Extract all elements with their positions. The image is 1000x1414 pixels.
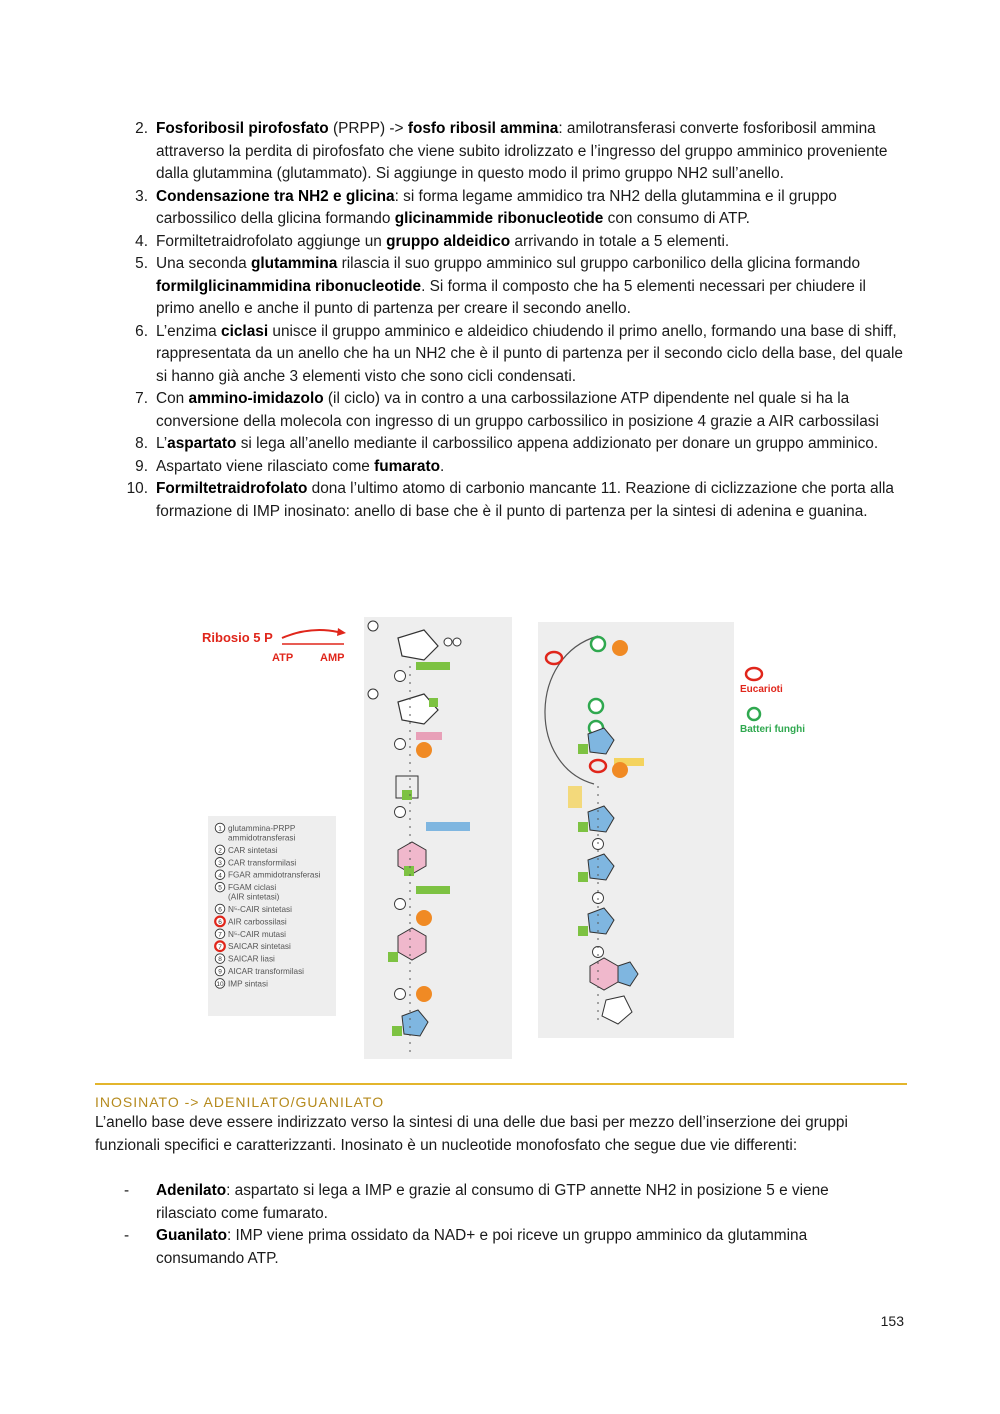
step-text: Aspartato viene rilasciato come	[156, 457, 375, 475]
step-item	[118, 388, 908, 433]
enzyme-step-number: 9	[218, 968, 222, 976]
pathway-step-marker	[395, 671, 406, 682]
enzyme-step-number: 10	[216, 981, 224, 988]
path-item	[118, 1225, 878, 1270]
step-key-term: fosfo ribosil ammina	[407, 120, 559, 137]
step-text: L’	[156, 435, 168, 452]
enzyme-name: N⁵-CAIR mutasi	[228, 929, 286, 939]
nucleotide-paths-list	[118, 1180, 878, 1270]
step-number: 3 .	[118, 186, 148, 209]
enzyme-legend-item	[215, 979, 268, 989]
atp-badge-1	[416, 742, 432, 758]
step-number: 5 .	[118, 253, 148, 276]
bacteria-legend-marker	[748, 708, 760, 720]
step-text: Formiltetraidrofolato aggiunge un	[156, 232, 387, 250]
path-term: Adenilato	[156, 1182, 227, 1199]
step-key-term: gruppo aldeidico	[386, 232, 511, 250]
step-number: 6 .	[118, 321, 148, 344]
step-number: 7 .	[118, 388, 148, 411]
step-text: si lega all’anello mediante il carbossilico appena addizionato per donare un gruppo amminico.	[236, 435, 879, 452]
step-text: (il ciclo) va in contro a una carbossilazione ATP dipendente nel quale si ha la conversione della molecola con ingresso di un gruppo carbossilico in posizione 4 grazie a AIR carbossilasi	[156, 390, 879, 430]
step-text: : si forma legame ammidico tra NH2 della glutammina e il gruppo carbossilico della glicina formando	[156, 187, 837, 227]
step-key-term: ciclasi	[221, 322, 269, 340]
enzyme-name: FGAM ciclasi	[228, 883, 277, 893]
enzyme-name: SAICAR liasi	[228, 954, 275, 964]
step-key-term: fumarato	[374, 457, 440, 475]
section-heading: INOSINATO -> ADENILATO/GUANILATO	[95, 1094, 385, 1110]
bacteria-legend-label: Batteri funghi	[740, 724, 805, 735]
enzyme-step-number: 5	[218, 884, 222, 892]
path-description: : IMP viene prima ossidato da NAD+ e poi riceve un gruppo amminico da glutammina consumando ATP.	[156, 1227, 808, 1267]
amp-label: AMP	[320, 652, 345, 664]
step-item	[118, 231, 908, 254]
eukaryotes-legend-label: Eucarioti	[740, 684, 783, 695]
pathway-step-marker	[395, 989, 406, 1000]
enzyme-legend-item	[215, 870, 320, 880]
step-item	[118, 478, 908, 523]
step-item	[118, 456, 908, 479]
step-text: rilascia il suo gruppo amminico sul gruppo carbonilico della glicina formando	[337, 255, 861, 272]
enzyme-name: CAR transformilasi	[228, 858, 297, 868]
bacteria-step-6	[591, 637, 605, 651]
formyl-thf-badge	[426, 822, 470, 831]
path-term: Guanilato	[156, 1227, 227, 1244]
pathway-step-marker	[395, 899, 406, 910]
step-text: con consumo di ATP.	[603, 210, 750, 227]
enzyme-step-number: 6	[218, 919, 222, 926]
enzyme-step-number: 7	[218, 931, 222, 939]
step-number: 8 .	[118, 433, 148, 456]
step-key-term: ammino-imidazolo	[188, 390, 324, 407]
intro-paragraph: L’anello base deve essere indirizzato verso la sintesi di una delle due basi per mezzo dell’inserzione dei gruppi funzionali specifici e caratterizzanti. Inosinato è un nucleotide monofosfato che segue due vie differenti:	[95, 1114, 848, 1154]
enzyme-step-number: 4	[218, 872, 222, 880]
step-text: : amilotransferasi converte fosforibosil ammina attraverso la perdita di pirofosfato che viene subito idrolizzato e l’ingresso del gruppo amminico proveniente dalla glutammina (glutammato). Si aggiunge in questo modo il primo gruppo NH2 sull’anello.	[156, 120, 888, 182]
enzyme-step-number: 8	[218, 956, 222, 964]
enzyme-legend-item	[215, 823, 296, 842]
purine-synthesis-figure	[198, 616, 818, 1062]
ribose-arrow	[282, 630, 338, 638]
ribose-arrowhead	[337, 628, 346, 636]
step-key-term: Condensazione tra NH2 e glicina	[156, 187, 395, 205]
enzyme-name: (AIR sintetasi)	[228, 892, 280, 902]
page-number: 153	[880, 1313, 904, 1329]
step-text: dona l’ultimo atomo di carbonio mancante 11. Reazione di ciclizzazione che porta alla formazione di IMP inosinato: anello di base che è il punto di partenza per la sintesi di adenina e guanina.	[156, 480, 894, 520]
step-item	[118, 433, 908, 456]
enzyme-name: glutammina-PRPP	[228, 824, 296, 833]
pathway-step-marker	[395, 739, 406, 750]
step-number: 4 .	[118, 231, 148, 254]
bullet-dash: -	[124, 1227, 130, 1244]
step-item	[118, 186, 908, 231]
step-key-term: Fosforibosil pirofosfato	[156, 120, 329, 137]
atp-badge-2	[416, 910, 432, 926]
pathway-step-marker	[395, 807, 406, 818]
enzyme-step-number: 2	[218, 847, 222, 855]
bullet-dash: -	[124, 1182, 130, 1199]
pathway-panel-left	[364, 617, 512, 1059]
step-key-term: formilglicinammidina ribonucleotide	[156, 277, 422, 295]
atp-label: ATP	[272, 652, 294, 664]
step-text: unisce il gruppo amminico e aldeidico chiudendo il primo anello, formando una base di shiff, rappresentata da un anello che ha un NH2 che è il punto di partenza per il secondo ciclo della base, del quale si hanno già anche 3 elementi visto che sono cicli condensati.	[156, 322, 903, 385]
step-number: 9 .	[118, 456, 148, 479]
atp-badge-3	[416, 986, 432, 1002]
path-item	[118, 1180, 878, 1225]
atp-badge-r2	[612, 762, 628, 778]
enzyme-step-number: 1	[218, 825, 222, 833]
enzyme-step-number: 3	[218, 859, 222, 867]
step-number: 2 .	[118, 118, 148, 141]
enzyme-step-number: 6	[218, 906, 222, 914]
enzyme-name: SAICAR sintetasi	[228, 942, 291, 952]
step-text: arrivando in totale a 5 elementi.	[510, 232, 730, 250]
enzyme-name: FGAR ammidotransferasi	[228, 870, 321, 880]
enzyme-name: N⁵-CAIR sintetasi	[228, 905, 292, 914]
ribose-label: Ribosio 5 P	[202, 630, 273, 645]
enzyme-legend-item	[215, 858, 296, 868]
step-number: 10 .	[118, 478, 148, 501]
step-item	[118, 321, 908, 389]
glycine-badge	[416, 732, 442, 740]
step-text: Una seconda	[156, 255, 251, 272]
step-text: .	[440, 457, 445, 475]
glutamine-badge-1	[416, 662, 450, 670]
step-text: . Si forma il composto che ha 5 elementi necessari per chiudere il primo anello e anche il punto di partenza per creare il secondo anello.	[156, 277, 866, 317]
bacteria-step-7	[589, 699, 603, 713]
path-description: : aspartato si lega a IMP e grazie al consumo di GTP annette NH2 in posizione 5 e viene rilasciato come fumarato.	[156, 1182, 829, 1222]
pathway-steps-list	[118, 118, 908, 523]
enzyme-legend-item	[215, 966, 304, 976]
step-text: (PRPP) ->	[328, 120, 408, 137]
step-key-term: Formiltetraidrofolato	[156, 480, 308, 497]
enzyme-step-number: 7	[218, 943, 222, 951]
enzyme-name: AICAR transformilasi	[228, 967, 304, 976]
atp-badge-r1	[612, 640, 628, 656]
step-key-term: aspartato	[167, 435, 237, 452]
section-divider	[95, 1083, 907, 1110]
step-text: L’enzima	[156, 322, 222, 340]
glutamine-badge-2	[416, 886, 450, 894]
step-text: Con	[156, 390, 189, 407]
enzyme-name: ammidotransferasi	[228, 833, 296, 843]
eukaryotes-legend-marker	[746, 668, 762, 680]
enzyme-name: AIR carbossilasi	[228, 917, 287, 927]
step-key-term: glutammina	[250, 255, 338, 272]
enzyme-name: CAR sintetasi	[228, 845, 278, 855]
step-item	[118, 253, 908, 321]
enzyme-name: IMP sintasi	[228, 979, 268, 989]
step-key-term: glicinammide ribonucleotide	[394, 210, 604, 227]
step-item	[118, 118, 908, 186]
